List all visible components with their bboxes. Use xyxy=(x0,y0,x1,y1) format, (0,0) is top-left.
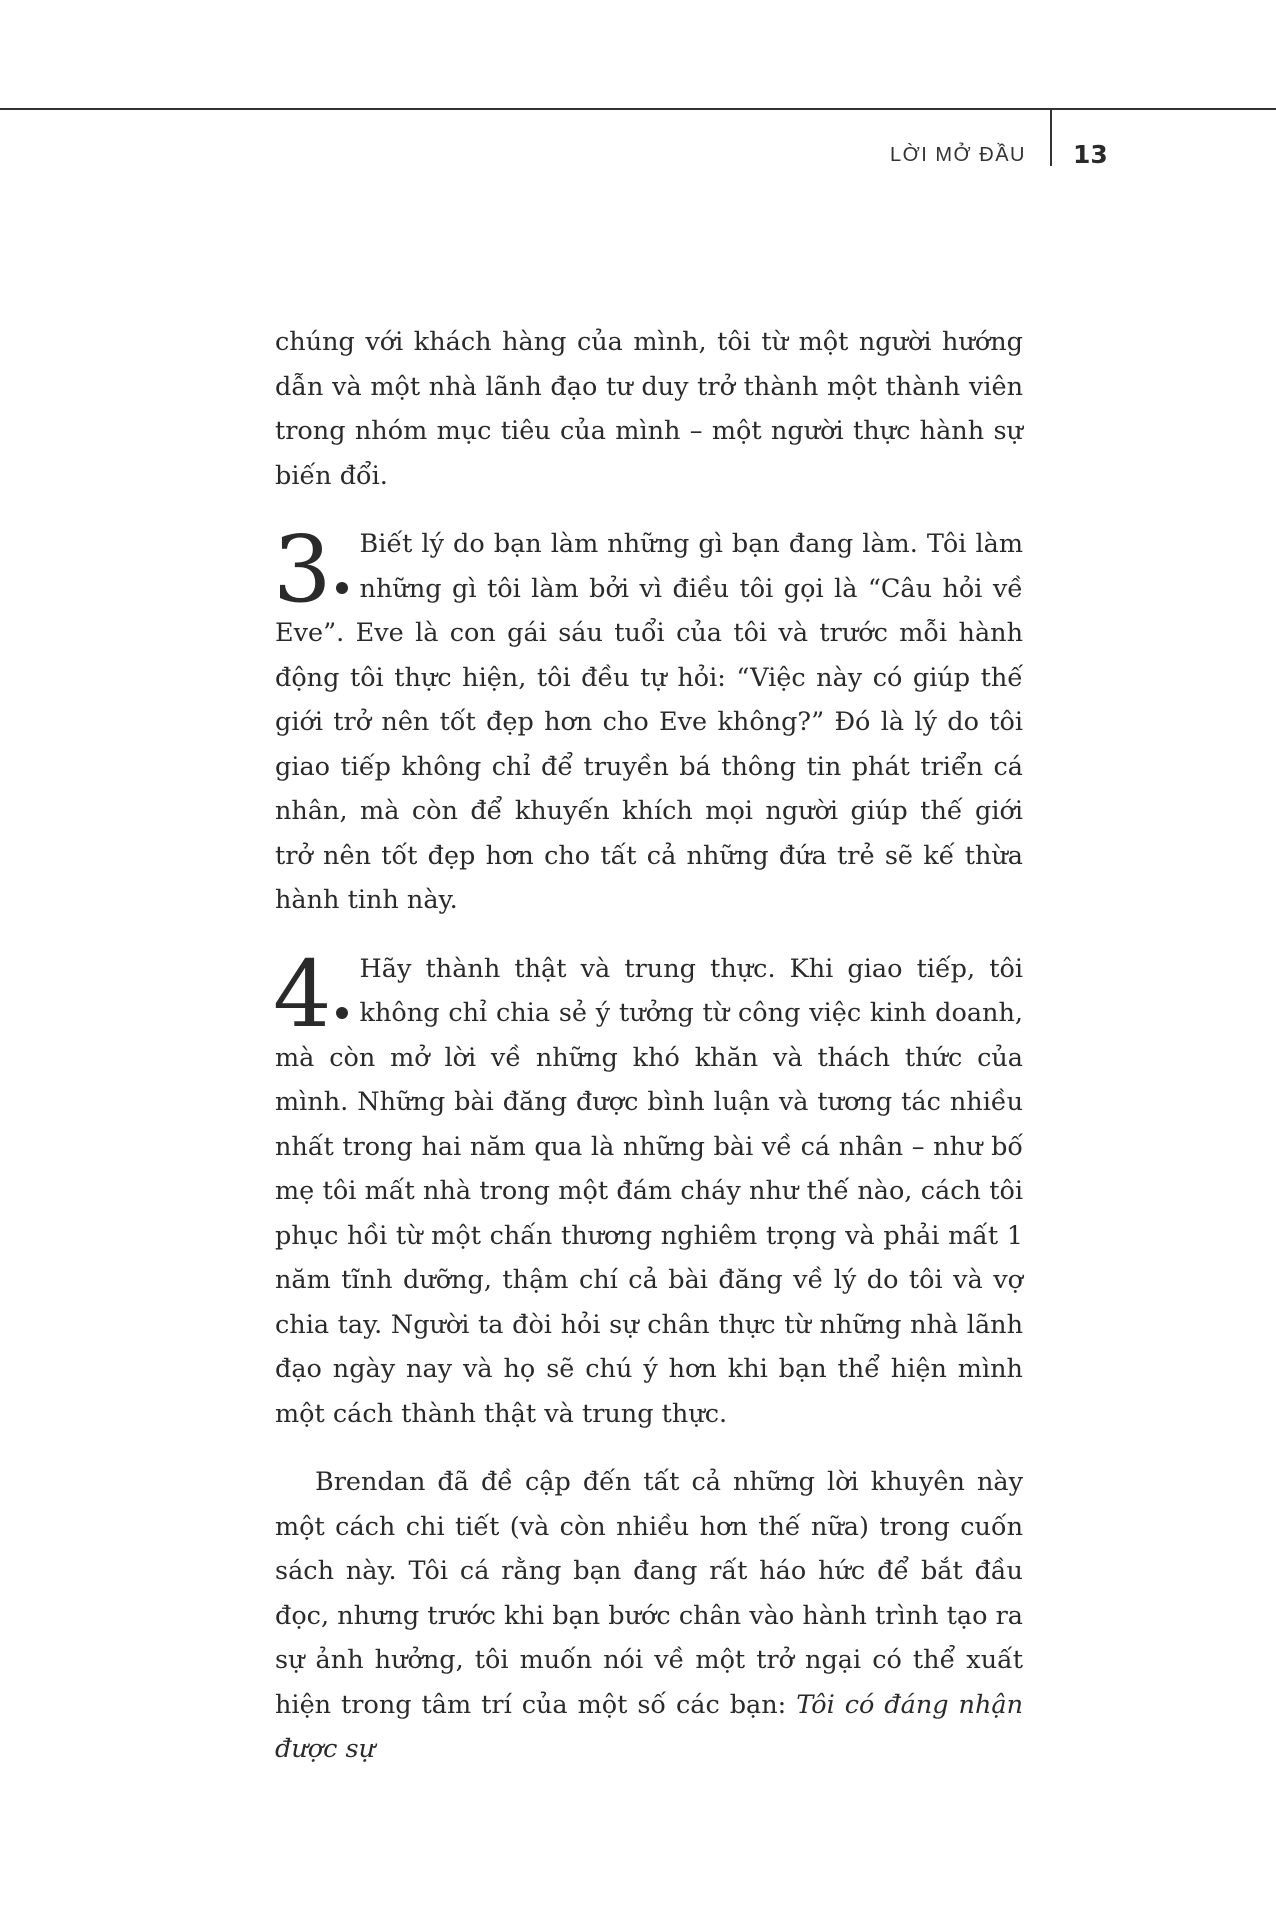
dropcap-dot xyxy=(336,582,348,594)
header-divider xyxy=(1050,110,1052,166)
final-paragraph xyxy=(275,1460,1023,1772)
page-number: 13 xyxy=(1073,140,1108,169)
final-paragraph-italic: Tôi có đáng nhận được sự xyxy=(275,1689,1024,1764)
page-body xyxy=(275,320,1023,1796)
numbered-paragraph-3 xyxy=(273,516,1023,923)
dropcap-number-4: 4 xyxy=(273,940,332,1048)
continuation-paragraph: chúng với khách hàng của mình, tôi từ một người hướng dẫn và một nhà lãnh đạo tư duy trở thành một thành viên trong nhóm mục tiêu của mình – một người thực hành sự biến đổi. xyxy=(275,327,1023,491)
header-rule xyxy=(0,108,1276,110)
running-head: LỜI MỞ ĐẦU xyxy=(890,144,1026,166)
numbered-paragraph-3-text: Biết lý do bạn làm những gì bạn đang làm. Tôi làm những gì tôi làm bởi vì điều tôi gọi là “Câu hỏi về Eve”. Eve là con gái sáu tuổi của tôi và trước mỗi hành động tôi thực hiện, tôi đều tự hỏi: “Việc này có giúp thế giới trở nên tốt đẹp hơn cho Eve không?” Đó là lý do tôi giao tiếp không chỉ để truyền bá thông tin phát triển cá nhân, mà còn để khuyến khích mọi người giúp thế giới trở nên tốt đẹp hơn cho tất cả những đứa trẻ sẽ kế thừa hành tinh này. xyxy=(275,529,1023,915)
dropcap-dot xyxy=(336,1007,348,1019)
dropcap-number-3: 3 xyxy=(273,516,332,623)
numbered-paragraph-4-text: Hãy thành thật và trung thực. Khi giao tiếp, tôi không chỉ chia sẻ ý tưởng từ công việc kinh doanh, mà còn mở lời về những khó khăn và thách thức của mình. Những bài đăng được bình luận và tương tác nhiều nhất trong hai năm qua là những bài về cá nhân – như bố mẹ tôi mất nhà trong một đám cháy như thế nào, cách tôi phục hồi từ một chấn thương nghiêm trọng và phải mất 1 năm tĩnh dưỡng, thậm chí cả bài đăng về lý do tôi và vợ chia tay. Người ta đòi hỏi sự chân thực từ những nhà lãnh đạo ngày nay và họ sẽ chú ý hơn khi bạn thể hiện mình một cách thành thật và trung thực. xyxy=(275,953,1023,1429)
numbered-paragraph-4 xyxy=(273,940,1023,1437)
final-paragraph-text: Brendan đã đề cập đến tất cả những lời khuyên này một cách chi tiết (và còn nhiều hơn thế nữa) trong cuốn sách này. Tôi cá rằng bạn đang rất háo hức để bắt đầu đọc, nhưng trước khi bạn bước chân vào hành trình tạo ra sự ảnh hưởng, tôi muốn nói về một trở ngại có thể xuất hiện trong tâm trí của một số các bạn: xyxy=(275,1467,1023,1720)
